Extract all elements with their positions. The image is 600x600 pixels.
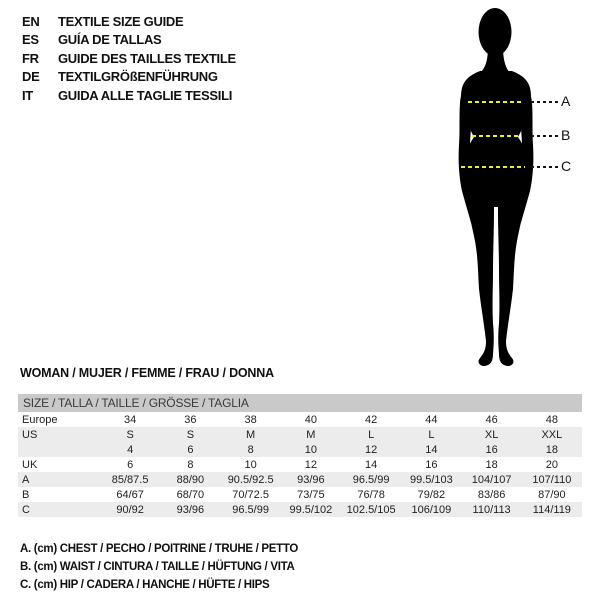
table-cell: 40 [304, 413, 317, 426]
table-cell: 85/87.5 [111, 473, 149, 486]
table-cell: 18 [485, 458, 498, 471]
table-cell: L [368, 428, 375, 441]
table-cell: 96.5/99 [232, 503, 269, 516]
language-code: ES [22, 32, 39, 48]
table-cell: 90.5/92.5 [227, 473, 274, 486]
language-row [22, 31, 236, 50]
table-cell: 99.5/103 [409, 473, 453, 486]
table-cell: 83/86 [477, 488, 506, 501]
language-row [22, 68, 236, 87]
measure-line-a-yellow [468, 101, 524, 103]
language-code: FR [22, 50, 39, 66]
table-row [18, 487, 582, 502]
size-table [18, 394, 582, 517]
legend-line: A. (cm) CHEST / PECHO / POITRINE / TRUHE / PETTO [20, 543, 299, 555]
table-cell: 73/75 [297, 488, 325, 501]
table-cell: 34 [124, 413, 137, 426]
table-cell: 87/90 [538, 488, 566, 501]
table-cell: 48 [545, 413, 558, 426]
language-title: GUIDA ALLE TAGLIE TESSILI [58, 87, 233, 103]
language-code: IT [22, 87, 33, 103]
legend-line: C. (cm) HIP / CADERA / HANCHE / HÜFTE / HIPS [20, 579, 270, 591]
table-row-label: Europe [22, 413, 58, 426]
table-row [18, 502, 582, 517]
legend-line: B. (cm) WAIST / CINTURA / TAILLE / HÜFTUNG / VITA [20, 561, 295, 573]
language-title: GUIDE DES TAILLES TEXTILE [58, 50, 236, 66]
language-code: DE [22, 69, 40, 85]
table-cell: 102.5/105 [346, 503, 396, 516]
language-row [22, 49, 236, 68]
measure-line-c-yellow [461, 166, 525, 168]
table-cell: M [306, 428, 316, 441]
size-table-header: SIZE / TALLA / TAILLE / GRÖSSE / TAGLIA [18, 394, 582, 412]
measure-label-c: C [561, 158, 572, 174]
language-code: EN [22, 13, 40, 29]
measure-line-b-black [531, 135, 558, 137]
table-row [18, 412, 582, 427]
table-cell: XL [484, 428, 499, 441]
table-cell: S [186, 428, 195, 441]
table-cell: 90/92 [116, 503, 144, 516]
table-cell: 12 [304, 458, 317, 471]
table-cell: 18 [545, 443, 558, 456]
woman-silhouette [420, 3, 572, 371]
language-list [22, 12, 236, 105]
measure-line-b-yellow [472, 135, 518, 137]
table-row [18, 442, 582, 457]
table-cell: 4 [127, 443, 134, 456]
table-cell: 76/78 [357, 488, 385, 501]
table-cell: 14 [365, 458, 378, 471]
table-cell: L [428, 428, 435, 441]
measure-label-b: B [561, 127, 571, 143]
table-cell: 38 [244, 413, 257, 426]
table-cell: 106/109 [411, 503, 452, 516]
table-cell: 107/110 [532, 473, 572, 486]
table-cell: 110/113 [472, 503, 511, 516]
measure-line-c-black [531, 166, 558, 168]
table-row-label: US [22, 428, 38, 441]
table-cell: 6 [127, 458, 134, 471]
table-cell: 12 [365, 443, 378, 456]
table-cell: 93/96 [176, 503, 205, 516]
table-row [18, 457, 582, 472]
table-row-label: UK [22, 458, 38, 471]
table-cell: 70/72.5 [232, 488, 269, 501]
table-cell: 8 [247, 443, 254, 456]
table-row [18, 472, 582, 487]
table-cell: 93/96 [297, 473, 325, 486]
table-row-label: A [22, 473, 30, 486]
language-title: TEXTILE SIZE GUIDE [58, 13, 184, 29]
table-cell: 36 [184, 413, 197, 426]
language-title: GUÍA DE TALLAS [58, 32, 162, 48]
language-row [22, 12, 236, 31]
table-cell: S [126, 428, 134, 441]
table-cell: 6 [187, 443, 194, 456]
table-cell: 68/70 [176, 488, 205, 501]
table-cell: M [246, 428, 256, 441]
measure-label-a: A [561, 93, 571, 109]
table-cell: 10 [244, 458, 257, 471]
table-cell: 10 [304, 443, 317, 456]
table-row [18, 427, 582, 442]
table-cell: 96.5/99 [352, 473, 390, 486]
table-cell: 79/82 [417, 488, 446, 501]
language-title: TEXTILGRÖßENFÜHRUNG [58, 69, 218, 85]
table-cell: 64/67 [116, 488, 144, 501]
table-cell: 44 [425, 413, 438, 426]
table-cell: 16 [425, 458, 438, 471]
table-cell: 16 [485, 443, 498, 456]
language-row [22, 86, 236, 105]
measure-line-a-black [531, 101, 558, 103]
table-cell: 46 [485, 413, 498, 426]
table-cell: 114/119 [532, 503, 571, 516]
size-table-body [18, 412, 582, 517]
table-cell: 8 [187, 458, 194, 471]
table-cell: 20 [545, 458, 558, 471]
measurement-legend [20, 540, 298, 594]
table-cell: XXL [541, 428, 563, 441]
table-cell: 88/90 [176, 473, 205, 486]
section-title: WOMAN / MUJER / FEMME / FRAU / DONNA [20, 366, 274, 380]
table-cell: 99.5/102 [289, 503, 333, 516]
table-row-label: C [22, 503, 30, 516]
table-cell: 14 [425, 443, 438, 456]
table-cell: 42 [365, 413, 378, 426]
table-cell: 104/107 [471, 473, 512, 486]
table-row-label: B [22, 488, 30, 501]
